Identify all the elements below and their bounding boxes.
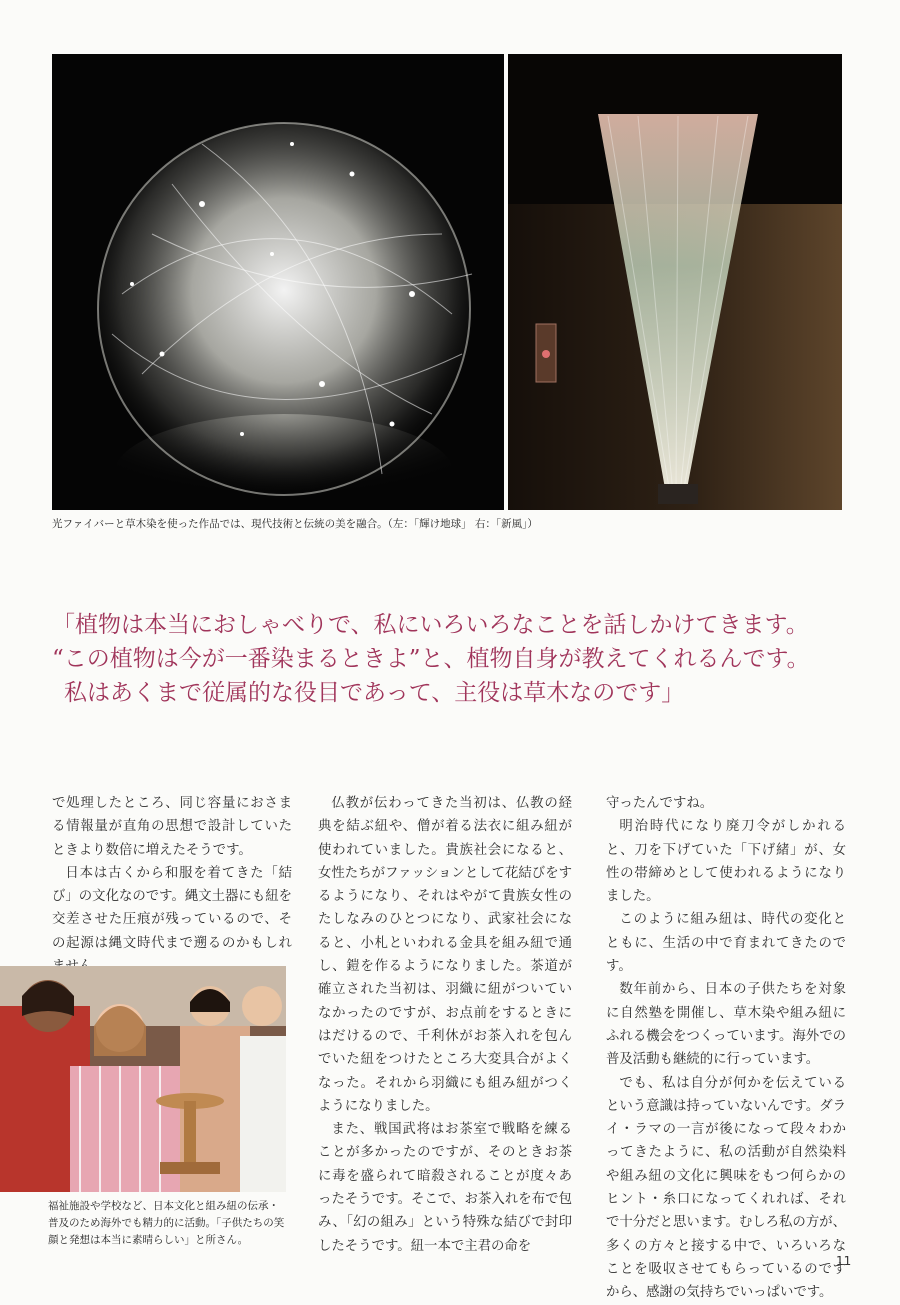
- photo-children-workshop: [0, 966, 286, 1192]
- paragraph: 数年前から、日本の子供たちを対象に自然塾を開催し、草木染や組み紐にふれる機会をつくっています。海外での普及活動も継続的に行っています。: [606, 982, 846, 1068]
- paragraph: また、戦国武将はお茶室で戦略を練ることが多かったのですが、そのときお茶に毒を盛られて暗殺されることが度々あったそうです。そこで、お茶入れを布で包み、「幻の組み」という特殊な結びで封印したそうです。紐一本で主君の命を: [318, 1122, 572, 1254]
- photo-caption-top: 光ファイバーと草木染を使った作品では、現代技術と伝統の美を融合。（左：「輝け地球」 右：「新風」）: [52, 518, 538, 530]
- photo-fiber-optic-globe: [52, 54, 504, 510]
- text-column-3: [606, 792, 846, 1305]
- pull-quote-line-1: 「植物は本当におしゃべりで、私にいろいろなことを話しかけてきます。: [52, 612, 809, 638]
- pull-quote-line-3: 私はあくまで従属的な役目であって、主役は草木なのです」: [64, 680, 685, 706]
- paragraph: 仏教が伝わってきた当初は、仏教の経典を結ぶ紐や、僧が着る法衣に組み紐が使われていました。貴族社会になると、女性たちがファッションとして花結びをするようになり、それはやがて貴族女性のたしなみのひとつになり、武家社会になると、小札といわれる金具を組み紐で通し、鎧を作るようになりました。茶道が確立された当初は、羽織に紐がついていなかったのですが、お点前をするときにはだけるので、千利休がお茶入れを包んでいた紐をつけたところ大変具合がよくなった。それから羽織にも組み紐がつくようになりました。: [318, 796, 572, 1114]
- paragraph: このように組み紐は、時代の変化とともに、生活の中で育まれてきたのです。: [606, 912, 846, 975]
- paragraph: 明治時代になり廃刀令がしかれると、刀を下げていた「下げ緒」が、女性の帯締めとして使われるようになりました。: [606, 819, 846, 905]
- page-number: 11: [836, 1254, 852, 1268]
- photo-caption-bottom: 福祉施設や学校など、日本文化と組み紐の伝承・普及のため海外でも精力的に活動。「子供たちの笑顔と発想は本当に素晴らしい」と所さん。: [48, 1200, 285, 1246]
- paragraph: で処理したところ、同じ容量におさまる情報量が直角の思想で設計していたときより数倍に増えたそうです。: [52, 796, 292, 858]
- pull-quote: [52, 608, 872, 710]
- paragraph: でも、私は自分が何かを伝えているという意識は持っていないんです。ダライ・ラマの一言が後になって段々わかってきたように、私の活動が自然染料や組み紐の文化に興味をもつ何らかのヒント・糸口になってくれれば、それで十分だと思います。むしろ私の方が、多くの方々と接する中で、いろいろなことを吸収させてもらっているのですから、感謝の気持ちでいっぱいです。: [606, 1075, 846, 1301]
- text-column-2: [318, 792, 572, 1258]
- pull-quote-line-2: “この植物は今が一番染まるときよ”と、植物自身が教えてくれるんです。: [52, 646, 810, 672]
- text-column-1: [52, 792, 292, 978]
- paragraph: 守ったんですね。: [606, 796, 714, 811]
- paragraph: 日本は古くから和服を着てきた「結び」の文化なのです。縄文土器にも紐を交差させた圧痕が残っているので、その起源は縄文時代まで遡るのかもしれ: [52, 865, 292, 951]
- photo-fiber-optic-fountain: [508, 54, 842, 510]
